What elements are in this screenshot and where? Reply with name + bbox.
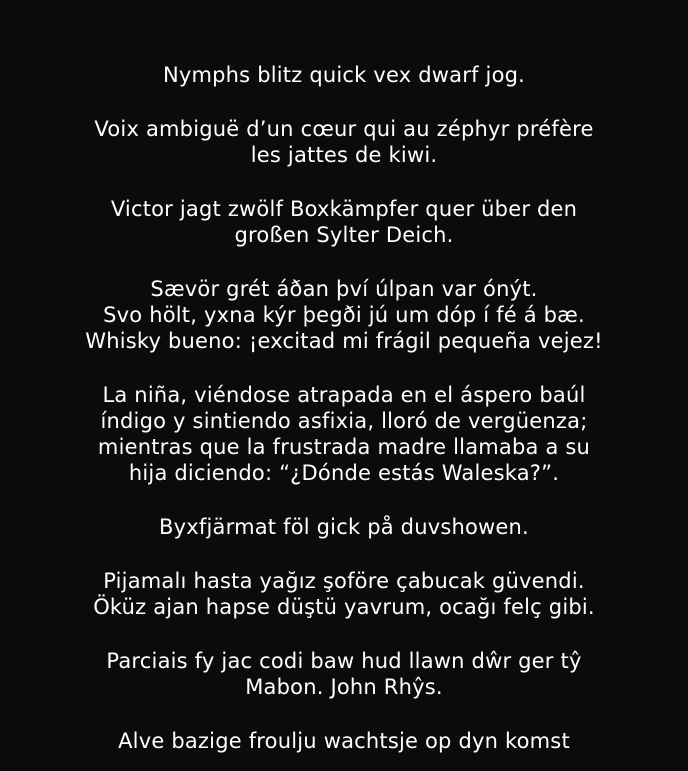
text-line: Mabon. John Rhŷs.	[245, 675, 443, 699]
text-line: Byxfjärmat föl gick på duvshowen.	[159, 515, 529, 539]
text-line: Pijamalı hasta yağız şoföre çabucak güvendi.	[103, 569, 585, 593]
sample-paragraph-spanish	[0, 382, 688, 486]
text-line: Alve bazige froulju wachtsje op dyn komst	[118, 729, 570, 753]
text-line: großen Sylter Deich.	[234, 223, 454, 247]
text-line: Öküz ajan hapse düştü yavrum, ocağı felç gibi.	[93, 595, 595, 619]
text-line: Victor jagt zwölf Boxkämpfer quer über den	[110, 197, 578, 221]
text-line: Parciais fy jac codi baw hud llawn dŵr ger tŷ	[106, 649, 582, 673]
text-line: hija diciendo: “¿Dónde estás Waleska?”.	[128, 461, 560, 485]
text-line: Svo hölt, yxna kýr þegði jú um dóp í fé á bæ.	[103, 303, 585, 327]
sample-paragraph-welsh	[0, 648, 688, 700]
sample-paragraph-frisian	[0, 728, 688, 754]
text-line: mientras que la frustrada madre llamaba a su	[97, 435, 591, 459]
text-line: Voix ambiguë d’un cœur qui au zéphyr préfère	[94, 117, 594, 141]
sample-paragraph-german	[0, 196, 688, 248]
text-line: les jattes de kiwi.	[250, 143, 438, 167]
text-line: Whisky bueno: ¡excitad mi frágil pequeña vejez!	[85, 329, 603, 353]
sample-paragraph-icelandic-spanish	[0, 276, 688, 354]
sample-paragraph-french	[0, 116, 688, 168]
sample-paragraph-turkish	[0, 568, 688, 620]
text-line: Nymphs blitz quick vex dwarf jog.	[162, 63, 526, 87]
text-line: índigo y sintiendo asfixia, lloró de vergüenza;	[100, 409, 588, 433]
sample-paragraph-english	[0, 62, 688, 88]
text-line: Sævör grét áðan því úlpan var ónýt.	[150, 277, 538, 301]
sample-paragraph-swedish	[0, 514, 688, 540]
text-line: La niña, viéndose atrapada en el áspero baúl	[102, 383, 586, 407]
